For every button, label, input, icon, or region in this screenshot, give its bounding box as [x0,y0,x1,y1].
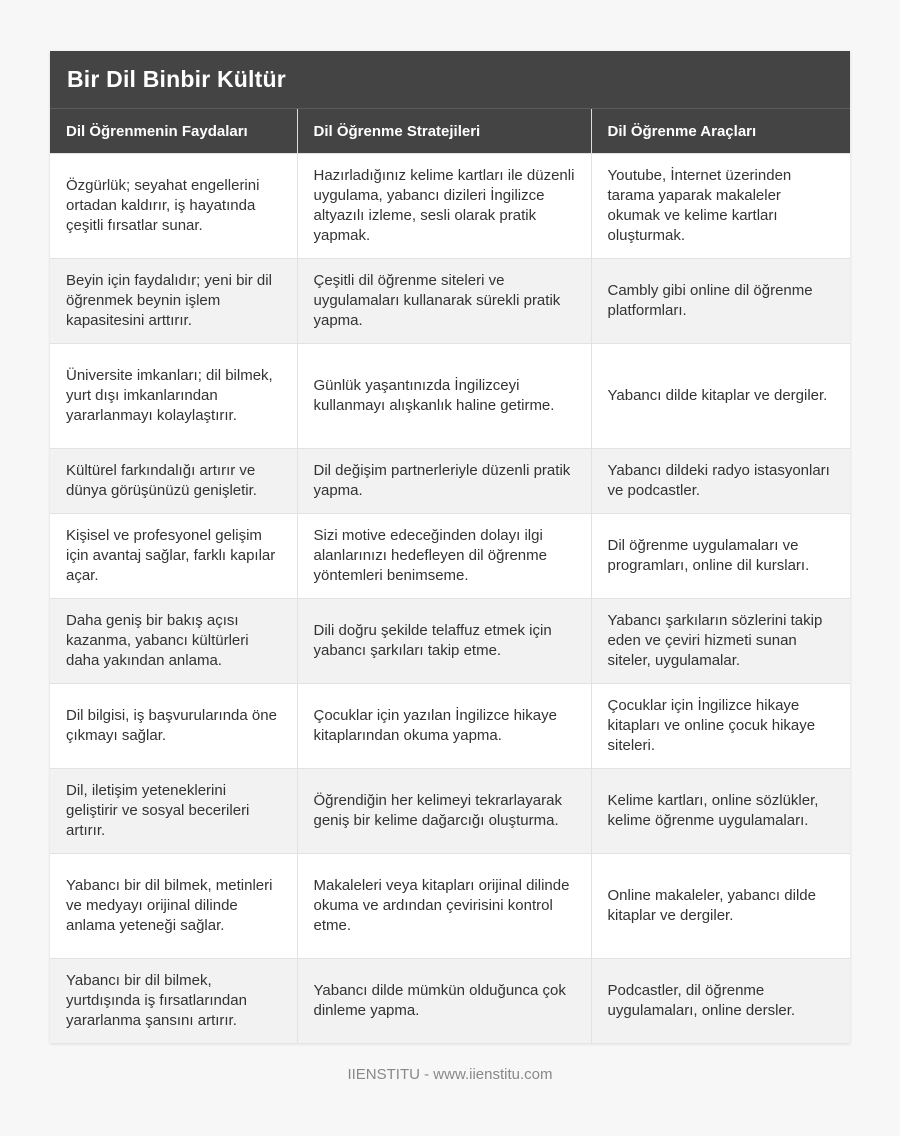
table-cell: Makaleleri veya kitapları orijinal dilinde okuma ve ardından çevirisini kontrol etme. [297,854,591,959]
column-header-benefits: Dil Öğrenmenin Faydaları [50,109,297,154]
table-cell: Çocuklar için İngilizce hikaye kitapları ve online çocuk hikaye siteleri. [591,684,850,769]
table-row [50,854,850,959]
table-row [50,684,850,769]
table-cell: Dili doğru şekilde telaffuz etmek için yabancı şarkıları takip etme. [297,599,591,684]
header-row [50,109,850,154]
footer-credit: IIENSTITU - www.iienstitu.com [347,1066,553,1083]
table-cell: Kültürel farkındalığı artırır ve dünya görüşünüzü genişletir. [50,449,297,514]
table-cell: Daha geniş bir bakış açısı kazanma, yabancı kültürleri daha yakından anlama. [50,599,297,684]
table-cell: Youtube, İnternet üzerinden tarama yaparak makaleler okumak ve kelime kartları oluşturmak. [591,154,850,259]
table-cell: Kelime kartları, online sözlükler, kelime öğrenme uygulamaları. [591,769,850,854]
table-row [50,769,850,854]
page-title: Bir Dil Binbir Kültür [67,66,286,92]
table-cell: Özgürlük; seyahat engellerini ortadan kaldırır, iş hayatında çeşitli fırsatlar sunar. [50,154,297,259]
table-cell: Günlük yaşantınızda İngilizceyi kullanmayı alışkanlık haline getirme. [297,344,591,449]
table-cell: Dil öğrenme uygulamaları ve programları, online dil kursları. [591,514,850,599]
table-cell: Yabancı bir dil bilmek, metinleri ve medyayı orijinal dilinde anlama yeteneği sağlar. [50,854,297,959]
table-cell: Podcastler, dil öğrenme uygulamaları, online dersler. [591,959,850,1044]
table-row [50,959,850,1044]
column-header-tools: Dil Öğrenme Araçları [591,109,850,154]
table-cell: Öğrendiğin her kelimeyi tekrarlayarak geniş bir kelime dağarcığı oluşturma. [297,769,591,854]
table-row [50,259,850,344]
table-card [50,51,850,1043]
table-row [50,449,850,514]
table-cell: Hazırladığınız kelime kartları ile düzenli uygulama, yabancı dizileri İngilizce altyazılı izleme, sesli olarak pratik yapmak. [297,154,591,259]
table-cell: Beyin için faydalıdır; yeni bir dil öğrenmek beynin işlem kapasitesini arttırır. [50,259,297,344]
table-cell: Yabancı dilde mümkün olduğunca çok dinleme yapma. [297,959,591,1044]
title-bar [50,51,850,109]
table-cell: Çocuklar için yazılan İngilizce hikaye kitaplarından okuma yapma. [297,684,591,769]
table-cell: Dil, iletişim yeteneklerini geliştirir ve sosyal becerileri artırır. [50,769,297,854]
table-cell: Sizi motive edeceğinden dolayı ilgi alanlarınızı hedefleyen dil öğrenme yöntemleri benimseme. [297,514,591,599]
table-row [50,344,850,449]
table-cell: Çeşitli dil öğrenme siteleri ve uygulamaları kullanarak sürekli pratik yapma. [297,259,591,344]
table-cell: Yabancı bir dil bilmek, yurtdışında iş fırsatlarından yararlanma şansını artırır. [50,959,297,1044]
table-cell: Dil değişim partnerleriyle düzenli pratik yapma. [297,449,591,514]
table-cell: Online makaleler, yabancı dilde kitaplar ve dergiler. [591,854,850,959]
table-cell: Kişisel ve profesyonel gelişim için avantaj sağlar, farklı kapılar açar. [50,514,297,599]
table-cell: Dil bilgisi, iş başvurularında öne çıkmayı sağlar. [50,684,297,769]
table-cell: Yabancı şarkıların sözlerini takip eden ve çeviri hizmeti sunan siteler, uygulamalar. [591,599,850,684]
table-row [50,514,850,599]
table-row [50,599,850,684]
table-cell: Yabancı dilde kitaplar ve dergiler. [591,344,850,449]
table-cell: Yabancı dildeki radyo istasyonları ve podcastler. [591,449,850,514]
table-row [50,154,850,259]
table-cell: Üniversite imkanları; dil bilmek, yurt dışı imkanlarından yararlanmayı kolaylaştırır. [50,344,297,449]
comparison-table [50,109,850,1043]
column-header-strategies: Dil Öğrenme Stratejileri [297,109,591,154]
table-cell: Cambly gibi online dil öğrenme platformları. [591,259,850,344]
